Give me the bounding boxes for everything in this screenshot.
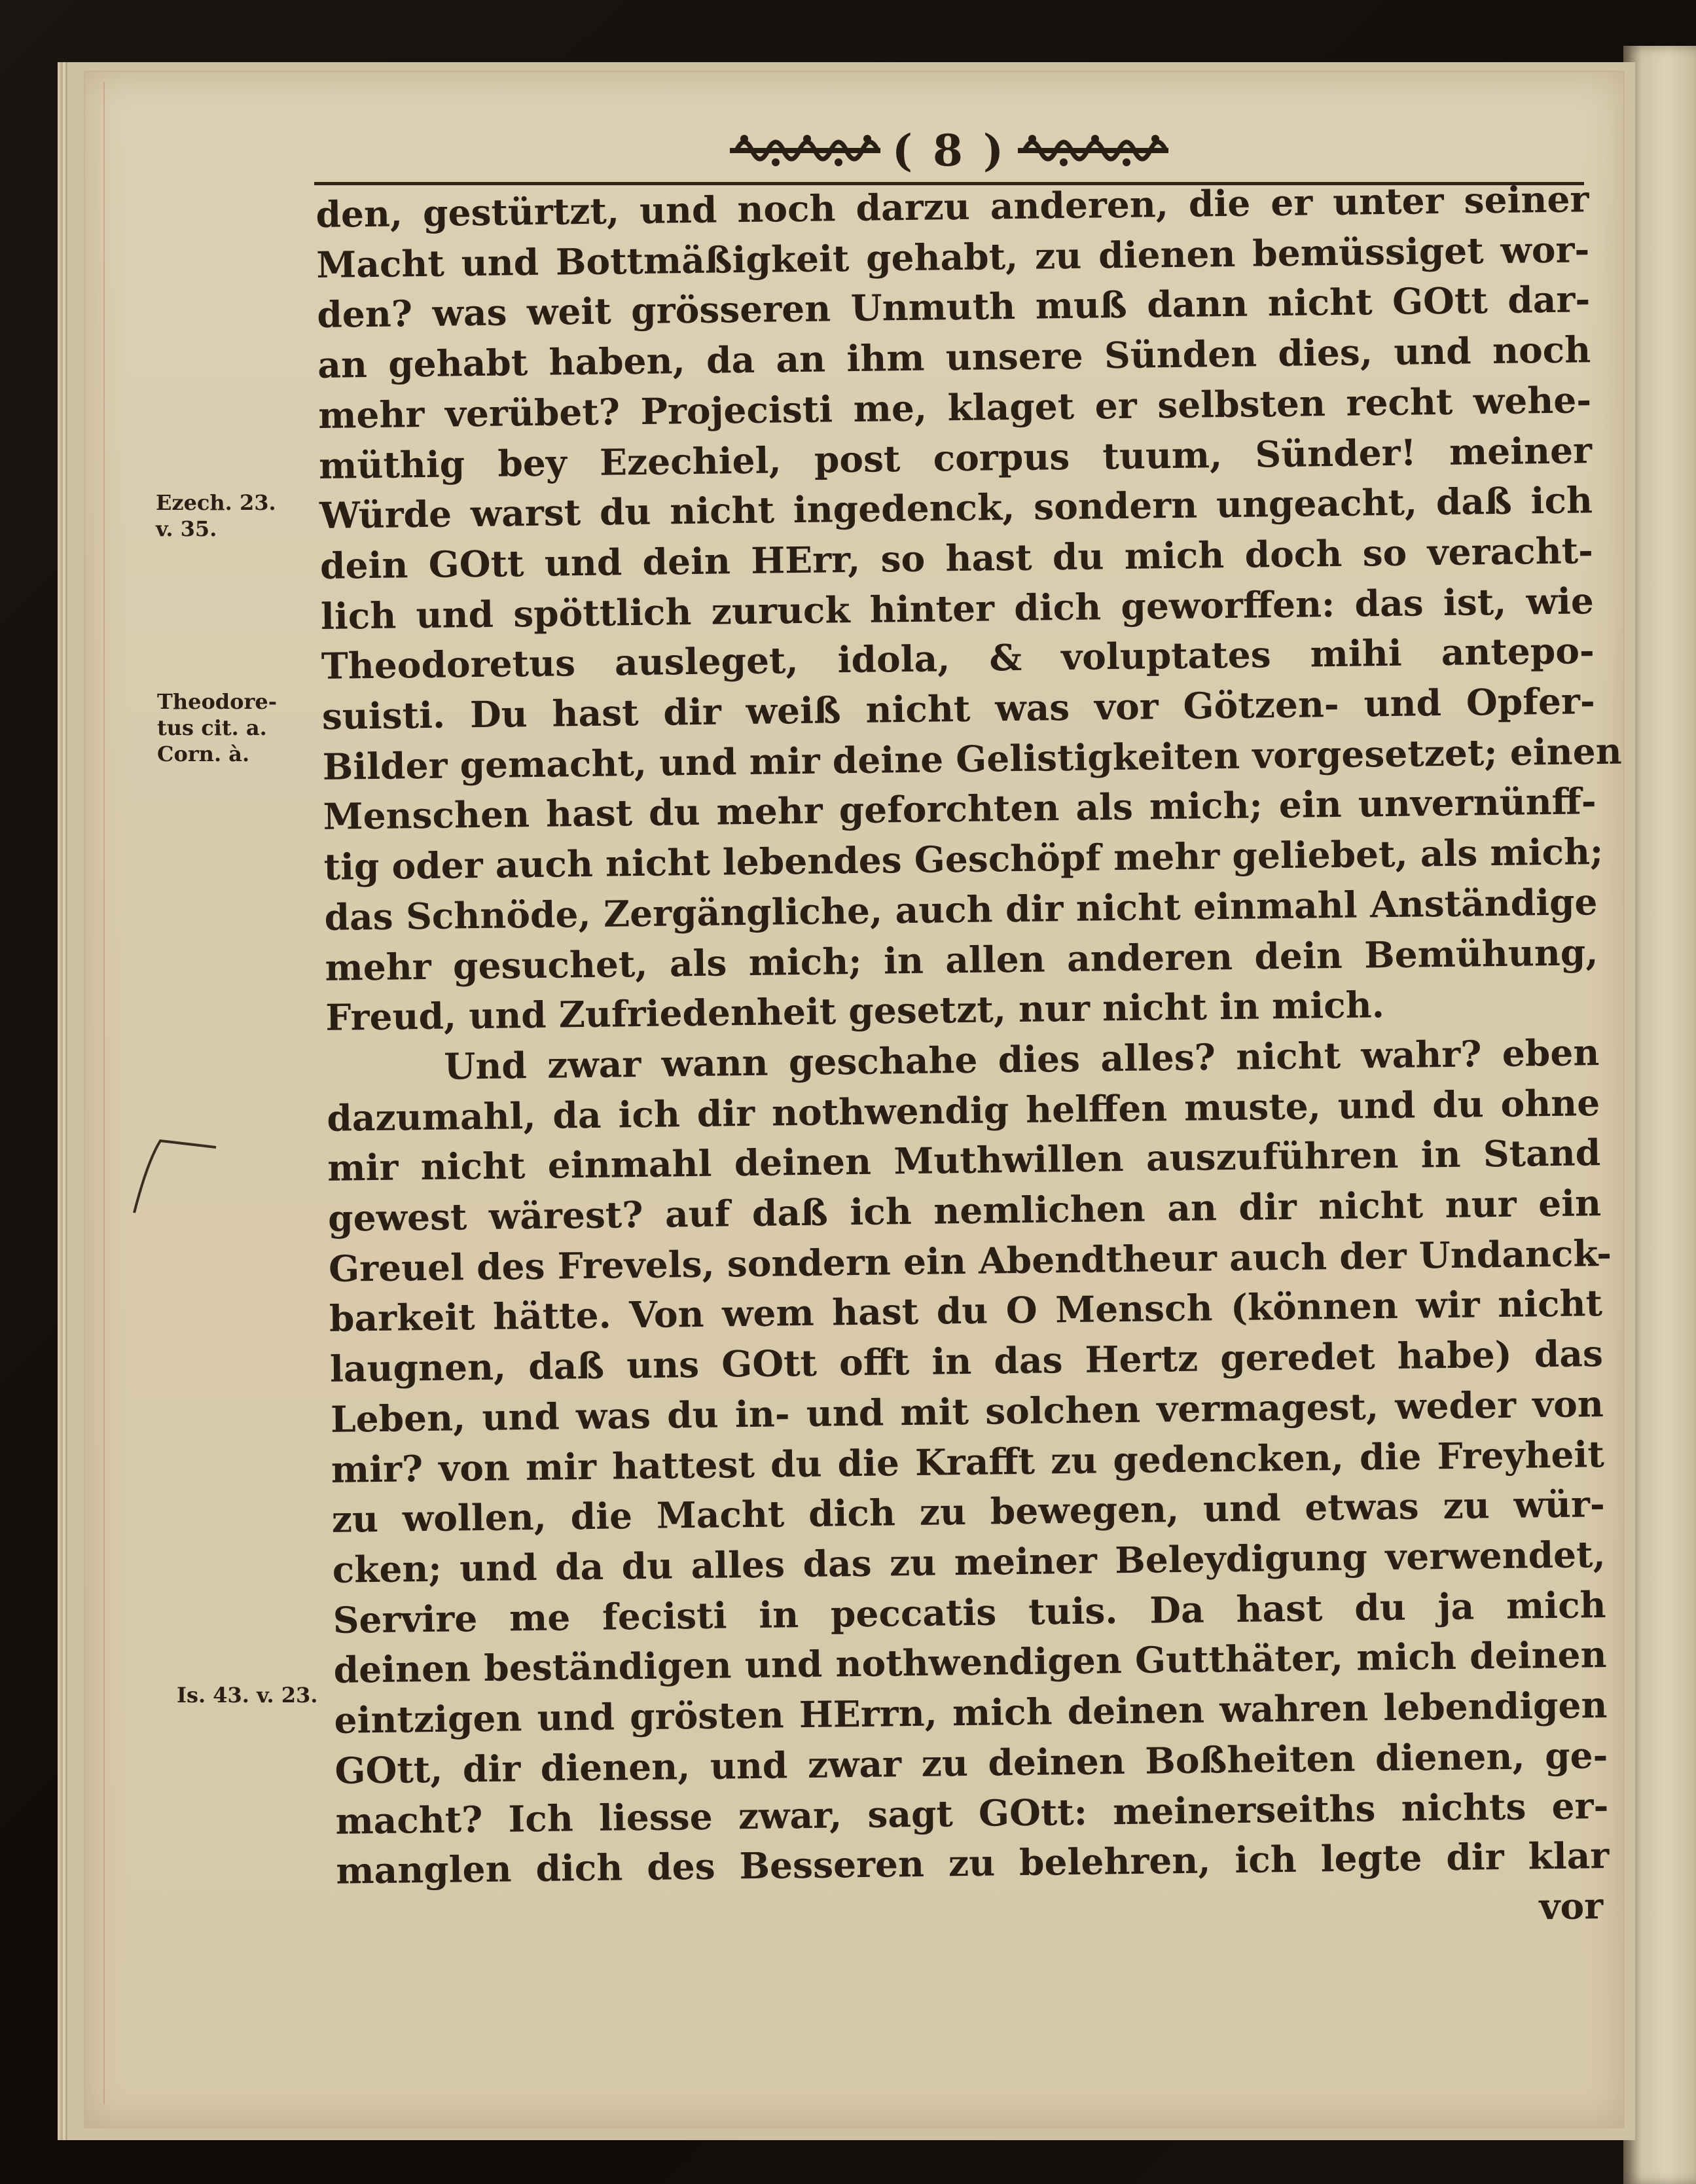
text-line: Menschen hast du mehr geforchten als mich; ein unvernünff-	[323, 779, 1597, 838]
decorative-border-ornament-icon	[730, 132, 880, 169]
text-line: Und zwar wann geschahe dies alles? nicht wahr? eben	[443, 1031, 1600, 1088]
text-line: mehr verübet? Projecisti me, klaget er selbsten recht wehe-	[317, 378, 1592, 437]
text-line: den, gestürtzt, und noch darzu anderen, die er unter seiner	[316, 177, 1589, 236]
margin-note-ezechiel: Ezech. 23. v. 35.	[156, 490, 276, 541]
text-line: laugnen, daß uns GOtt offt in das Hertz geredet habe) das	[329, 1332, 1604, 1391]
text-line: manglen dich des Besseren zu belehren, ich legte dir klar	[335, 1834, 1610, 1893]
text-line: mehr gesuchet, als mich; in allen anderen dein Bemühung,	[325, 930, 1598, 989]
text-line: Freud, und Zufriedenheit gesetzt, nur nicht in mich.	[325, 983, 1385, 1039]
text-line: das Schnöde, Zergängliche, auch dir nicht einmahl Anständige	[324, 880, 1598, 939]
text-line: macht? Ich liesse zwar, sagt GOtt: meinerseiths nichts er-	[335, 1783, 1609, 1842]
text-line: gewest wärest? auf daß ich nemlichen an dir nicht nur ein	[327, 1181, 1602, 1240]
text-line: lich und spöttlich zuruck hinter dich geworffen: das ist, wie	[320, 579, 1595, 637]
text-line: suisti. Du hast dir weiß nicht was vor Götzen- und Opfer-	[321, 679, 1596, 738]
text-line: GOtt, dir dienen, und zwar zu deinen Boßheiten dienen, ge-	[334, 1733, 1608, 1792]
text-line: mir nicht einmahl deinen Muthwillen auszuführen in Stand	[327, 1131, 1601, 1190]
text-line: Theodoretus ausleget, idola, & voluptates mihi antepo-	[321, 629, 1595, 688]
text-line: tig oder auch nicht lebendes Geschöpf mehr geliebet, als mich;	[323, 830, 1604, 889]
text-line: deinen beständigen und nothwendigen Gutthäter, mich deinen	[333, 1633, 1607, 1692]
text-line: dazumahl, da ich dir nothwendig helffen muste, und du ohne	[326, 1081, 1600, 1139]
text-line: eintzigen und grösten HErrn, mich deinen wahren lebendigen	[334, 1683, 1608, 1742]
text-line: Bilder gemacht, und mir deine Gelistigkeiten vorgesetzet; einen	[322, 729, 1622, 788]
text-line: Servire me fecisti in peccatis tuis. Da hast du ja mich	[333, 1583, 1606, 1641]
text-line: Greuel des Frevels, sondern ein Abendtheur auch der Undanck-	[328, 1231, 1612, 1290]
text-line: cken; und da du alles das zu meiner Beleydigung verwendet,	[332, 1533, 1606, 1591]
page-number: ( 8 )	[892, 125, 1007, 176]
page-body-text	[316, 174, 1622, 1946]
ink-scribble-mark	[121, 1136, 219, 1221]
page-header	[694, 121, 1204, 180]
text-line: barkeit hätte. Von wem hast du O Mensch (können wir nicht	[329, 1281, 1603, 1340]
text-line: zu wollen, die Macht dich zu bewegen, und etwas zu wür-	[331, 1482, 1606, 1541]
text-line: den? was weit grösseren Unmuth muß dann nicht GOtt dar-	[316, 277, 1591, 336]
text-line: mir? von mir hattest du die Krafft zu gedencken, die Freyheit	[331, 1432, 1605, 1491]
text-line: Würde warst du nicht ingedenck, sondern ungeacht, daß ich	[319, 478, 1593, 537]
text-line: dein GOtt und dein HErr, so hast du mich doch so veracht-	[319, 529, 1594, 587]
text-line: Macht und Bottmäßigkeit gehabt, zu dienen bemüssiget wor-	[316, 227, 1590, 286]
margin-note-theodoretus: Theodore- tus cit. a. Corn. à.	[157, 689, 277, 766]
margin-note-isaiah: Is. 43. v. 23.	[177, 1683, 318, 1708]
red-page-edge-line	[103, 82, 105, 2104]
text-line: müthig bey Ezechiel, post corpus tuum, Sünder! meiner	[318, 428, 1593, 487]
text-line: Leben, und was du in- und mit solchen vermagest, weder von	[330, 1382, 1604, 1441]
decorative-border-ornament-icon	[1018, 132, 1168, 169]
catchword: vor	[1539, 1884, 1604, 1928]
text-line: an gehabt haben, da an ihm unsere Sünden dies, und noch	[317, 328, 1591, 387]
